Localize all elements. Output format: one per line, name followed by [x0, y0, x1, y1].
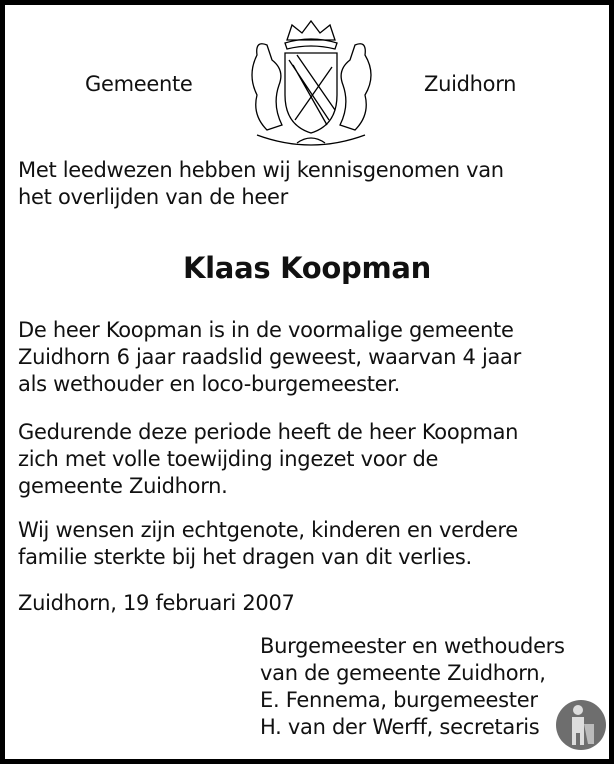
paragraph-line: Wij wensen zijn echtgenote, kinderen en verdere — [18, 518, 518, 542]
paragraph-line: gemeente Zuidhorn. — [18, 474, 228, 498]
header-left: Gemeente — [85, 72, 193, 96]
signature-line: E. Fennema, burgemeester — [260, 688, 538, 712]
paragraph-line: Zuidhorn 6 jaar raadslid geweest, waarvan 4 jaar — [18, 345, 521, 369]
paragraph-line: familie sterkte bij het dragen van dit verlies. — [18, 545, 472, 569]
header-right: Zuidhorn — [424, 72, 517, 96]
intro-line: Met leedwezen hebben wij kennisgenomen van — [18, 158, 504, 182]
coat-of-arms-icon — [227, 15, 395, 150]
paragraph-line: als wethouder en loco-burgemeester. — [18, 372, 401, 396]
place-date: Zuidhorn, 19 februari 2007 — [18, 591, 295, 615]
signature-line: H. van der Werff, secretaris — [260, 715, 540, 739]
intro-line: het overlijden van de heer — [18, 185, 288, 209]
deceased-name: Klaas Koopman — [182, 251, 431, 285]
paragraph-line: zich met volle toewijding ingezet voor de — [18, 447, 439, 471]
watermark-people-icon — [556, 700, 606, 750]
paragraph-line: Gedurende deze periode heeft de heer Koopman — [18, 420, 519, 444]
death-notice — [5, 5, 609, 759]
signature-line: Burgemeester en wethouders — [260, 634, 565, 658]
signature-line: van de gemeente Zuidhorn, — [260, 661, 546, 685]
paragraph-line: De heer Koopman is in de voormalige gemeente — [18, 318, 514, 342]
